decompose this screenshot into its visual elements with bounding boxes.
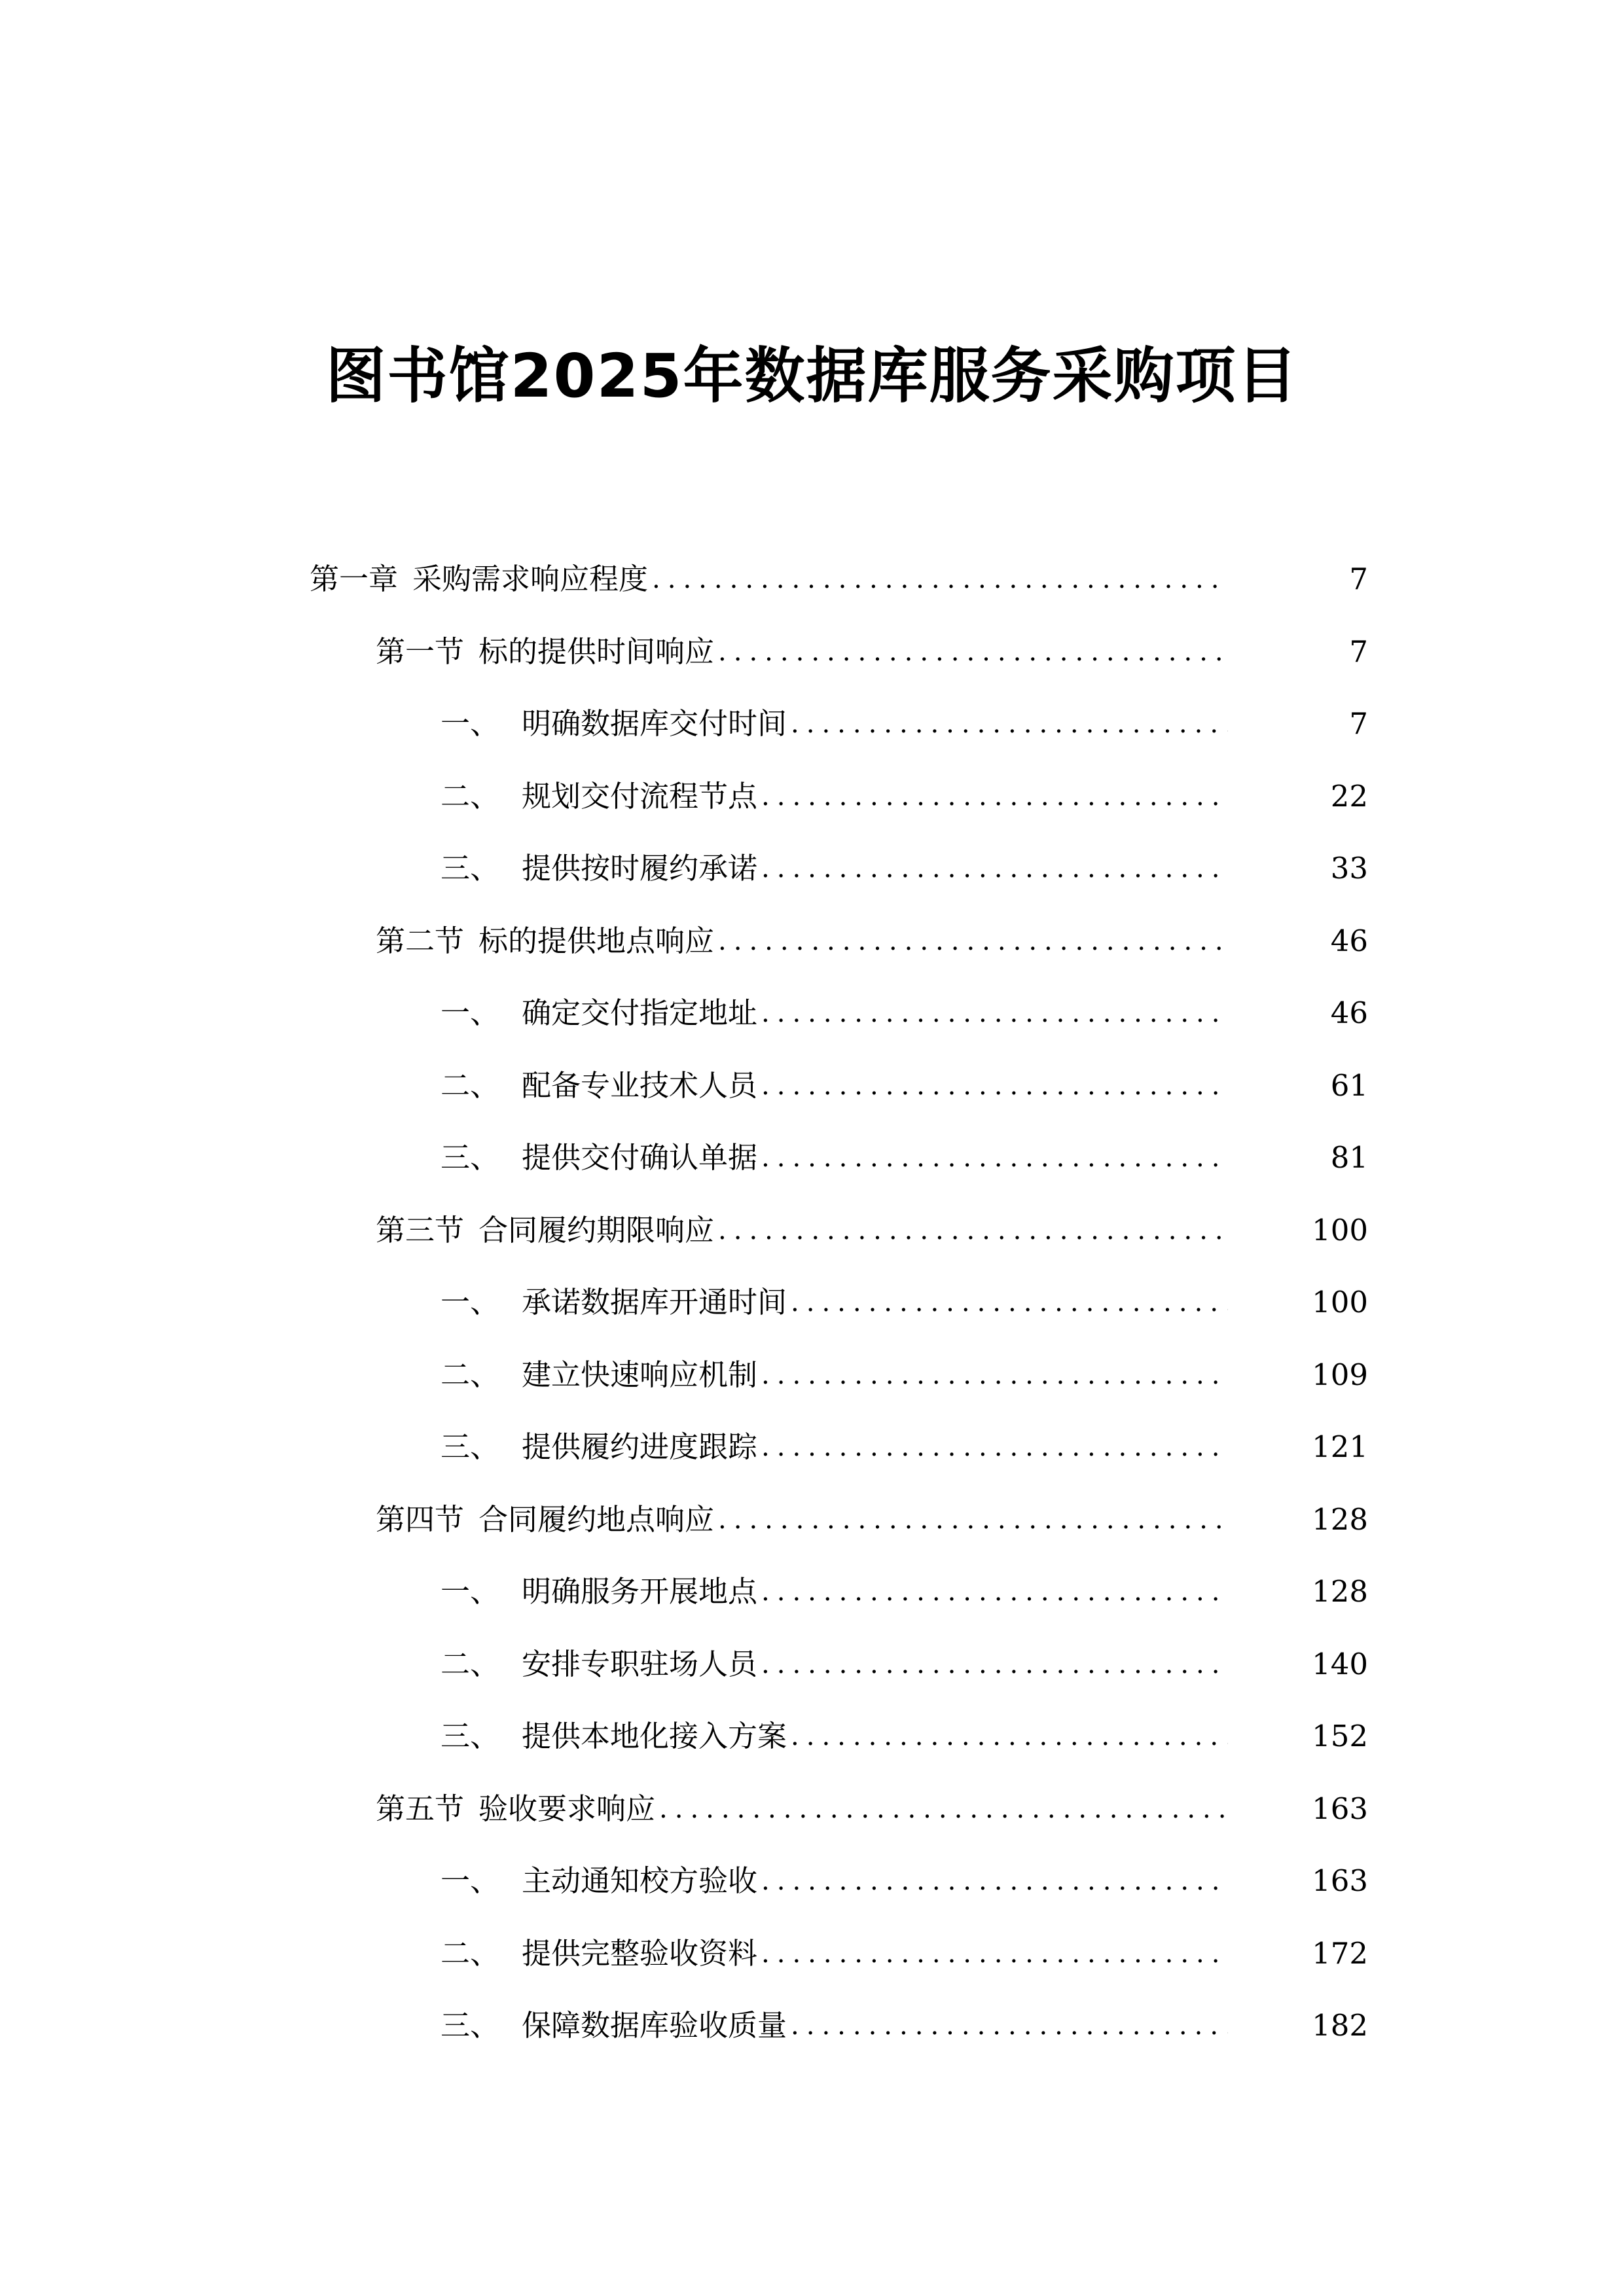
toc-entry-prefix: 三、 <box>441 2008 500 2043</box>
toc-entry[interactable] <box>0 1276 1624 1329</box>
toc-entry-prefix: 第一章 <box>310 562 399 596</box>
toc-leader-dots <box>761 1855 1228 1907</box>
toc-entry-prefix: 三、 <box>441 1429 500 1464</box>
toc-entry-prefix: 第四节 <box>376 1501 465 1537</box>
toc-entry-title: 保障数据库验收质量 <box>522 2008 787 2043</box>
toc-entry-title: 提供履约进度跟踪 <box>522 1429 758 1464</box>
toc-entry-title: 采购需求响应程度 <box>412 562 649 596</box>
toc-entry-title: 配备专业技术人员 <box>522 1067 758 1103</box>
toc-leader-dots <box>761 1421 1228 1473</box>
toc-leader-dots <box>791 1276 1228 1329</box>
toc-entry[interactable] <box>0 1421 1624 1473</box>
toc-leader-dots <box>761 987 1228 1039</box>
toc-page-number: 152 <box>1312 1719 1368 1753</box>
toc-entry-prefix: 三、 <box>441 1719 500 1753</box>
toc-page-number: 100 <box>1312 1212 1368 1247</box>
toc-entry-prefix: 二、 <box>441 1646 500 1681</box>
toc-page-number: 172 <box>1312 1935 1368 1971</box>
toc-page-number: 81 <box>1330 1140 1368 1175</box>
toc-entry[interactable] <box>0 2000 1624 2052</box>
toc-entry-prefix: 三、 <box>441 851 500 886</box>
toc-page-number: 7 <box>1349 634 1368 669</box>
toc-leader-dots <box>659 1783 1228 1835</box>
toc-entry-prefix: 一、 <box>441 1574 500 1609</box>
toc-page-number: 46 <box>1330 923 1368 958</box>
toc-entry-prefix: 第三节 <box>376 1212 465 1247</box>
toc-entry[interactable] <box>0 1710 1624 1763</box>
toc-leader-dots <box>761 1349 1228 1401</box>
toc-entry-title: 验收要求响应 <box>478 1791 656 1826</box>
toc-entry[interactable] <box>0 1638 1624 1691</box>
toc-entry-title: 确定交付指定地址 <box>522 996 758 1030</box>
toc-leader-dots <box>718 626 1228 678</box>
toc-page-number: 140 <box>1312 1646 1368 1681</box>
toc-page-number: 128 <box>1312 1574 1368 1609</box>
toc-entry[interactable] <box>0 1132 1624 1184</box>
toc-entry-title: 安排专职驻场人员 <box>522 1646 758 1681</box>
toc-entry[interactable] <box>0 770 1624 823</box>
toc-page-number: 22 <box>1330 778 1368 814</box>
toc-entry-prefix: 二、 <box>441 778 500 814</box>
toc-entry-title: 提供完整验收资料 <box>522 1935 758 1971</box>
toc-page-number: 7 <box>1349 562 1368 596</box>
toc-entry-prefix: 第二节 <box>376 923 465 958</box>
toc-page-number: 163 <box>1312 1863 1368 1898</box>
toc-leader-dots <box>761 770 1228 823</box>
toc-entry-prefix: 第一节 <box>376 634 465 669</box>
toc-leader-dots <box>761 1928 1228 1980</box>
toc-entry[interactable] <box>0 698 1624 750</box>
toc-entry-prefix: 第五节 <box>376 1791 465 1826</box>
toc-entry[interactable] <box>0 1060 1624 1112</box>
toc-leader-dots <box>761 1132 1228 1184</box>
toc-entry[interactable] <box>0 1783 1624 1835</box>
toc-entry-title: 规划交付流程节点 <box>522 778 758 814</box>
toc-leader-dots <box>652 553 1228 605</box>
toc-entry-title: 提供按时履约承诺 <box>522 851 758 886</box>
toc-page-number: 100 <box>1312 1285 1368 1319</box>
toc-leader-dots <box>761 1060 1228 1112</box>
toc-entry-prefix: 三、 <box>441 1140 500 1175</box>
toc-entry[interactable] <box>0 626 1624 678</box>
toc-entry-title: 明确数据库交付时间 <box>522 706 787 741</box>
toc-entry-title: 提供本地化接入方案 <box>522 1719 787 1753</box>
toc-entry-prefix: 二、 <box>441 1067 500 1103</box>
toc-page-number: 121 <box>1312 1429 1368 1464</box>
toc-entry-title: 主动通知校方验收 <box>522 1863 758 1898</box>
toc-leader-dots <box>718 1494 1228 1546</box>
toc-entry[interactable] <box>0 915 1624 967</box>
toc-entry-prefix: 一、 <box>441 996 500 1030</box>
toc-entry[interactable] <box>0 553 1624 605</box>
toc-entry-title: 明确服务开展地点 <box>522 1574 758 1609</box>
toc-entry-title: 建立快速响应机制 <box>522 1357 758 1392</box>
toc-entry-prefix: 一、 <box>441 706 500 741</box>
toc-page-number: 109 <box>1312 1357 1368 1392</box>
toc-entry[interactable] <box>0 1928 1624 1980</box>
toc-leader-dots <box>761 1638 1228 1691</box>
toc-entry-title: 提供交付确认单据 <box>522 1140 758 1175</box>
toc-entry-title: 合同履约地点响应 <box>478 1501 715 1537</box>
toc-entry[interactable] <box>0 1566 1624 1618</box>
toc-entry-prefix: 二、 <box>441 1357 500 1392</box>
toc-page-number: 61 <box>1330 1067 1368 1103</box>
toc-page-number: 33 <box>1330 851 1368 886</box>
toc-entry-prefix: 一、 <box>441 1285 500 1319</box>
toc-page-number: 46 <box>1330 996 1368 1030</box>
document-title: 图书馆2025年数据库服务采购项目 <box>325 341 1299 411</box>
toc-entry-title: 标的提供地点响应 <box>478 923 715 958</box>
toc-entry[interactable] <box>0 987 1624 1039</box>
toc-entry[interactable] <box>0 1349 1624 1401</box>
toc-entry-title: 标的提供时间响应 <box>478 634 715 669</box>
toc-entry-title: 合同履约期限响应 <box>478 1212 715 1247</box>
toc-entry-title: 承诺数据库开通时间 <box>522 1285 787 1319</box>
toc-entry-prefix: 二、 <box>441 1935 500 1971</box>
toc-entry-prefix: 一、 <box>441 1863 500 1898</box>
toc-leader-dots <box>791 2000 1228 2052</box>
toc-page-number: 128 <box>1312 1501 1368 1537</box>
toc-page-number: 7 <box>1349 706 1368 741</box>
toc-leader-dots <box>791 698 1228 750</box>
toc-leader-dots <box>718 915 1228 967</box>
toc-page-number: 163 <box>1312 1791 1368 1826</box>
toc-entry[interactable] <box>0 1494 1624 1546</box>
toc-page-number: 182 <box>1312 2008 1368 2043</box>
toc-leader-dots <box>718 1204 1228 1257</box>
toc-entry[interactable] <box>0 1204 1624 1257</box>
toc-leader-dots <box>761 1566 1228 1618</box>
toc-entry[interactable] <box>0 842 1624 895</box>
toc-entry[interactable] <box>0 1855 1624 1907</box>
toc-leader-dots <box>761 842 1228 895</box>
toc-leader-dots <box>791 1710 1228 1763</box>
